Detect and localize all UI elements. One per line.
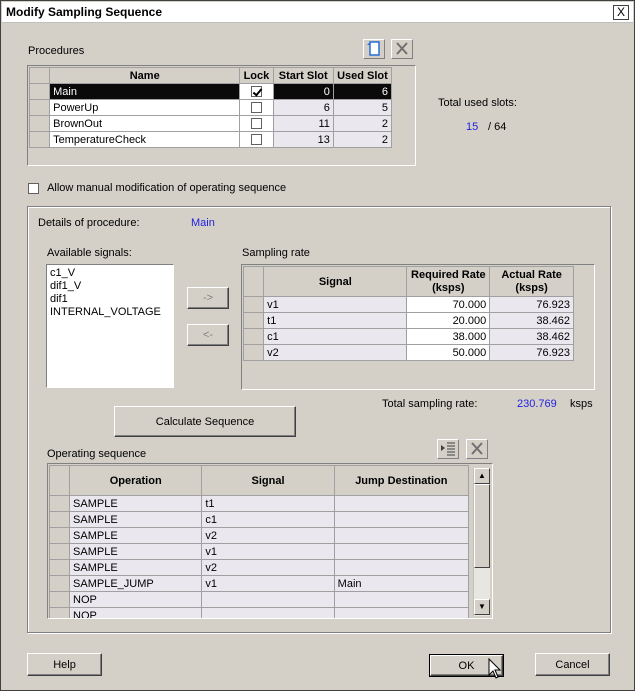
sequence-signal: v2 — [202, 560, 334, 576]
total-used-slots-label: Total used slots: — [438, 97, 517, 109]
row-header[interactable] — [30, 100, 50, 116]
window-title: Modify Sampling Sequence — [6, 5, 163, 19]
row-header[interactable] — [50, 592, 70, 608]
procedure-name[interactable]: PowerUp — [50, 100, 240, 116]
sequence-operation: SAMPLE — [70, 496, 202, 512]
operating-sequence-label: Operating sequence — [47, 448, 147, 460]
col-name[interactable]: Name — [50, 68, 240, 84]
procedure-name[interactable]: Main — [50, 84, 240, 100]
available-signal-item[interactable]: dif1_V — [50, 280, 82, 292]
row-header[interactable] — [244, 345, 264, 361]
row-header[interactable] — [50, 544, 70, 560]
checkbox-box[interactable] — [28, 183, 39, 194]
delete-x-icon — [467, 440, 487, 458]
available-signals-label: Available signals: — [47, 247, 132, 259]
sequence-signal: v2 — [202, 528, 334, 544]
lock-checkbox[interactable] — [251, 134, 262, 145]
rate-signal: t1 — [264, 313, 407, 329]
title-bar — [2, 2, 633, 23]
row-header[interactable] — [244, 313, 264, 329]
procedure-start-slot: 11 — [273, 116, 333, 132]
manual-modification-label: Allow manual modification of operating sequence — [47, 182, 287, 194]
procedure-lock-cell[interactable] — [240, 100, 273, 116]
row-header[interactable] — [50, 512, 70, 528]
col-actual-rate[interactable]: Actual Rate (ksps) — [490, 267, 574, 297]
procedure-row[interactable] — [30, 132, 392, 148]
lock-checkbox[interactable] — [251, 118, 262, 129]
required-rate[interactable]: 20.000 — [407, 313, 490, 329]
total-slots-value: / 64 — [488, 121, 507, 133]
procedures-grid-frame — [27, 65, 416, 166]
sequence-operation: NOP — [70, 592, 202, 608]
row-header[interactable] — [50, 496, 70, 512]
required-rate[interactable]: 50.000 — [407, 345, 490, 361]
scroll-down-icon[interactable]: ▼ — [474, 599, 490, 615]
procedure-used-slot: 6 — [333, 84, 391, 100]
row-header[interactable] — [50, 560, 70, 576]
total-sampling-rate-unit: ksps — [570, 398, 593, 410]
col-jump-destination[interactable]: Jump Destination — [334, 466, 468, 496]
sampling-rate-row[interactable] — [244, 313, 574, 329]
sequence-operation: SAMPLE — [70, 560, 202, 576]
remove-signal-button[interactable]: <- — [187, 324, 229, 346]
sequence-row[interactable] — [50, 496, 469, 512]
row-header[interactable] — [30, 132, 50, 148]
sequence-row[interactable] — [50, 544, 469, 560]
scroll-up-icon[interactable]: ▲ — [474, 468, 490, 484]
available-signal-item[interactable]: INTERNAL_VOLTAGE — [50, 306, 161, 318]
sampling-rate-row[interactable] — [244, 297, 574, 313]
insert-row-icon — [438, 440, 458, 458]
procedure-lock-cell[interactable] — [240, 132, 273, 148]
sequence-row[interactable] — [50, 592, 469, 608]
lock-checkbox[interactable] — [251, 86, 262, 97]
procedure-used-slot: 2 — [333, 132, 391, 148]
delete-x-icon — [392, 40, 412, 58]
procedure-name[interactable]: BrownOut — [50, 116, 240, 132]
scroll-thumb[interactable] — [474, 484, 490, 568]
procedures-label: Procedures — [28, 45, 85, 57]
sequence-row[interactable] — [50, 608, 469, 620]
procedure-row[interactable] — [30, 100, 392, 116]
sequence-signal — [202, 608, 334, 620]
row-header[interactable] — [30, 84, 50, 100]
operating-sequence-table — [49, 465, 469, 619]
col-used-slot[interactable]: Used Slot — [333, 68, 391, 84]
sequence-row[interactable] — [50, 560, 469, 576]
procedure-used-slot: 5 — [333, 100, 391, 116]
sampling-rate-row[interactable] — [244, 345, 574, 361]
sequence-operation: NOP — [70, 608, 202, 620]
col-operation[interactable]: Operation — [70, 466, 202, 496]
sequence-row[interactable] — [50, 576, 469, 592]
col-signal[interactable]: Signal — [264, 267, 407, 297]
corner-cell — [244, 267, 264, 297]
row-header[interactable] — [244, 297, 264, 313]
sampling-rate-row[interactable] — [244, 329, 574, 345]
sequence-jump-destination: Main — [334, 576, 468, 592]
available-signals-list[interactable] — [46, 264, 174, 388]
manual-modification-checkbox[interactable] — [28, 182, 286, 194]
help-button[interactable]: Help — [27, 653, 102, 676]
lock-checkbox[interactable] — [251, 102, 262, 113]
sampling-rate-table — [243, 266, 574, 361]
corner-cell — [30, 68, 50, 84]
required-rate[interactable]: 70.000 — [407, 297, 490, 313]
sequence-jump-destination — [334, 544, 468, 560]
sequence-signal — [202, 592, 334, 608]
required-rate[interactable]: 38.000 — [407, 329, 490, 345]
procedure-start-slot: 6 — [273, 100, 333, 116]
sequence-jump-destination — [334, 592, 468, 608]
procedure-lock-cell[interactable] — [240, 116, 273, 132]
details-procedure-name: Main — [191, 217, 215, 229]
procedure-lock-cell[interactable] — [240, 84, 273, 100]
row-header[interactable] — [50, 576, 70, 592]
procedures-table — [29, 67, 392, 148]
sequence-signal: t1 — [202, 496, 334, 512]
delete-procedure-button[interactable] — [391, 39, 413, 59]
new-procedure-button[interactable] — [363, 39, 385, 59]
actual-rate: 38.462 — [490, 313, 574, 329]
col-lock[interactable]: Lock — [240, 68, 273, 84]
ok-button[interactable]: OK — [430, 655, 503, 676]
col-start-slot[interactable]: Start Slot — [273, 68, 333, 84]
total-sampling-rate-label: Total sampling rate: — [382, 398, 478, 410]
sequence-jump-destination — [334, 608, 468, 620]
procedure-start-slot: 13 — [273, 132, 333, 148]
sequence-operation: SAMPLE — [70, 512, 202, 528]
used-slots-value: 15 — [466, 121, 479, 133]
corner-cell — [50, 466, 70, 496]
total-sampling-rate-value: 230.769 — [517, 398, 557, 410]
calculate-sequence-button[interactable]: Calculate Sequence — [114, 406, 296, 437]
sequence-operation: SAMPLE — [70, 528, 202, 544]
sequence-operation: SAMPLE — [70, 544, 202, 560]
procedure-used-slot: 2 — [333, 116, 391, 132]
procedure-row[interactable] — [30, 84, 392, 100]
cancel-button[interactable]: Cancel — [535, 653, 610, 676]
close-icon: X — [616, 5, 625, 19]
available-signal-item[interactable]: c1_V — [50, 267, 76, 279]
sequence-signal: v1 — [202, 576, 334, 592]
insert-operation-button[interactable] — [437, 439, 459, 459]
sequence-row[interactable] — [50, 512, 469, 528]
sequence-row[interactable] — [50, 528, 469, 544]
sequence-jump-destination — [334, 512, 468, 528]
rate-signal: v1 — [264, 297, 407, 313]
actual-rate: 76.923 — [490, 345, 574, 361]
procedure-name[interactable]: TemperatureCheck — [50, 132, 240, 148]
row-header[interactable] — [50, 608, 70, 620]
row-header[interactable] — [50, 528, 70, 544]
sequence-jump-destination — [334, 496, 468, 512]
available-signal-item[interactable]: dif1 — [50, 293, 68, 305]
sampling-rate-grid-frame — [241, 264, 595, 390]
rate-signal: c1 — [264, 329, 407, 345]
row-header[interactable] — [30, 116, 50, 132]
actual-rate: 76.923 — [490, 297, 574, 313]
row-header[interactable] — [244, 329, 264, 345]
details-label: Details of procedure: — [38, 217, 140, 229]
add-signal-button[interactable]: -> — [187, 287, 229, 309]
col-signal[interactable]: Signal — [202, 466, 334, 496]
operating-sequence-grid-frame — [47, 463, 493, 619]
sequence-jump-destination — [334, 560, 468, 576]
rate-signal: v2 — [264, 345, 407, 361]
col-required-rate[interactable]: Required Rate (ksps) — [407, 267, 490, 297]
procedure-start-slot: 0 — [273, 84, 333, 100]
close-button[interactable] — [613, 5, 629, 20]
sequence-operation: SAMPLE_JUMP — [70, 576, 202, 592]
sequence-signal: v1 — [202, 544, 334, 560]
mouse-cursor-icon — [488, 658, 504, 680]
sequence-jump-destination — [334, 528, 468, 544]
delete-operation-button[interactable] — [466, 439, 488, 459]
procedure-row[interactable] — [30, 116, 392, 132]
sequence-scrollbar[interactable] — [473, 468, 490, 616]
sequence-signal: c1 — [202, 512, 334, 528]
actual-rate: 38.462 — [490, 329, 574, 345]
new-document-icon — [364, 40, 384, 58]
sampling-rate-label: Sampling rate — [242, 247, 310, 259]
